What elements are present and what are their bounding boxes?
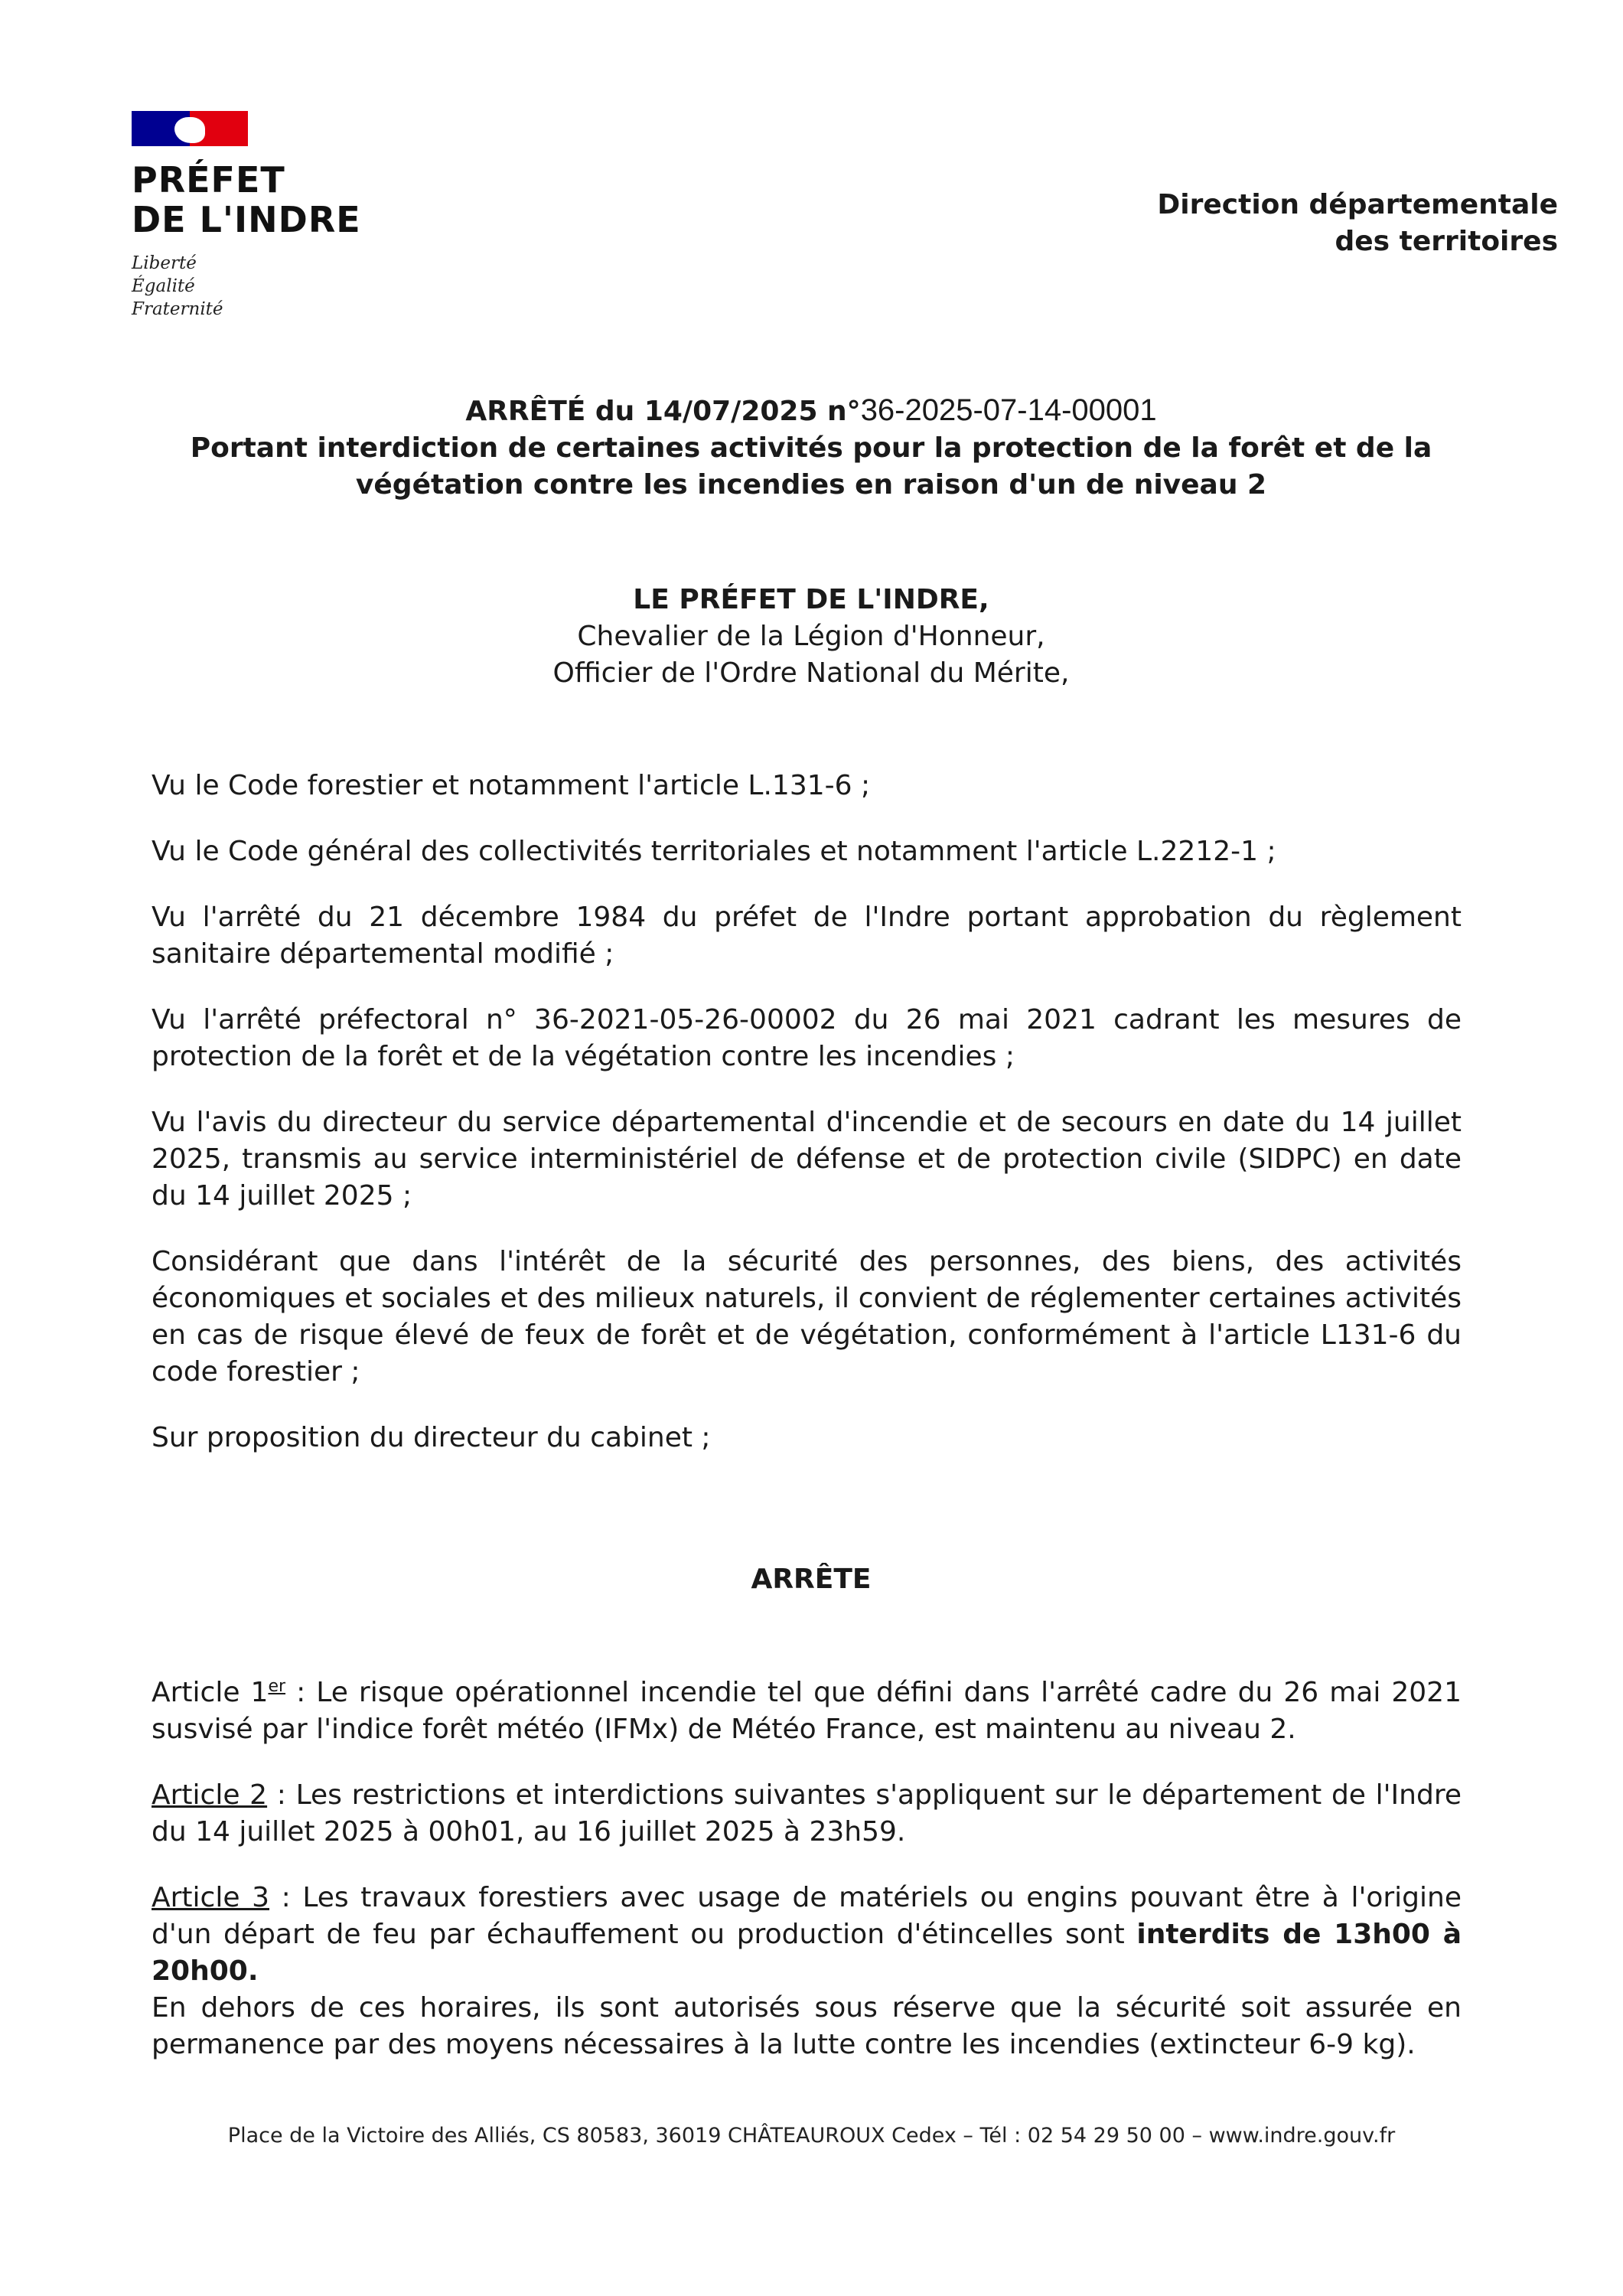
article-1: Article 1er : Le risque opérationnel incendie tel que défini dans l'arrêté cadre du 26 mai 2021 susvisé par l'indice forêt météo (IFMx) de Météo France, est maintenu au niveau 2. (152, 1677, 1462, 1745)
considerant-paragraph: Vu l'arrêté préfectoral n° 36-2021-05-26-00002 du 26 mai 2021 cadrant les mesures de protection de la forêt et de la végétation contre les incendies ; (152, 1004, 1462, 1072)
article-3-followup: En dehors de ces horaires, ils sont autorisés sous réserve que la sécurité soit assurée en permanence par des moyens nécessaires à la lutte contre les incendies (extincteur 6-9 kg). (152, 1992, 1462, 2060)
considerant-paragraph: Sur proposition du directeur du cabinet ; (152, 1422, 711, 1453)
arrete-heading: ARRÊTE (751, 1564, 872, 1595)
article-3: Article 3 : Les travaux forestiers avec usage de matériels ou engins pouvant être à l'origine d'un départ de feu par échauffement ou production d'étincelles sont interdits de 13h00 à 20h00. (152, 1882, 1462, 1987)
document-title: ARRÊTÉ du 14/07/2025 n°36-2025-07-14-00001 Portant interdiction de certaines activités pour la protection de la forêt et de la végétation contre les incendies en raison d'un de niveau 2 (190, 393, 1432, 501)
issuing-direction: Direction départementale des territoires (1157, 189, 1558, 257)
considerant-paragraph: Vu l'avis du directeur du service départemental d'incendie et de secours en date du 14 juillet 2025, transmis au service interministériel de défense et de protection civile (SIDPC) en date du 14 juillet 2025 ; (152, 1107, 1462, 1212)
arrete-number: 36-2025-07-14-00001 (860, 393, 1157, 427)
considerants (152, 768, 1462, 1486)
considerant-paragraph: Vu l'arrêté du 21 décembre 1984 du préfet de l'Indre portant approbation du règlement sanitaire départemental modifié ; (152, 902, 1462, 970)
considerant-paragraph: Considérant que dans l'intérêt de la sécurité des personnes, des biens, des activités économiques et sociales et des milieux naturels, il convient de réglementer certaines activités en cas de risque élevé de feux de forêt et de végétation, conformément à l'article L131-6 du code forestier ; (152, 1246, 1462, 1388)
article-2: Article 2 : Les restrictions et interdictions suivantes s'appliquent sur le département de l'Indre du 14 juillet 2025 à 00h01, au 16 juillet 2025 à 23h59. (152, 1779, 1462, 1848)
marianne-logo (132, 111, 361, 321)
page-footer: Place de la Victoire des Alliés, CS 80583, 36019 CHÂTEAUROUX Cedex – Tél : 02 54 29 50 00 – www.indre.gouv.fr (227, 2124, 1396, 2148)
republic-motto: Liberté Égalité Fraternité (132, 253, 223, 319)
considerant-paragraph: Vu le Code général des collectivités territoriales et notamment l'article L.2212-1 ; (152, 836, 1276, 867)
prefecture-name: PRÉFET DE L'INDRE (132, 159, 361, 240)
french-flag-icon (132, 111, 248, 146)
articles (152, 1668, 1462, 2092)
considerant-paragraph: Vu le Code forestier et notamment l'article L.131-6 ; (152, 770, 871, 801)
prefect-block: LE PRÉFET DE L'INDRE, Chevalier de la Légion d'Honneur, Officier de l'Ordre National du Mérite, (552, 584, 1070, 689)
